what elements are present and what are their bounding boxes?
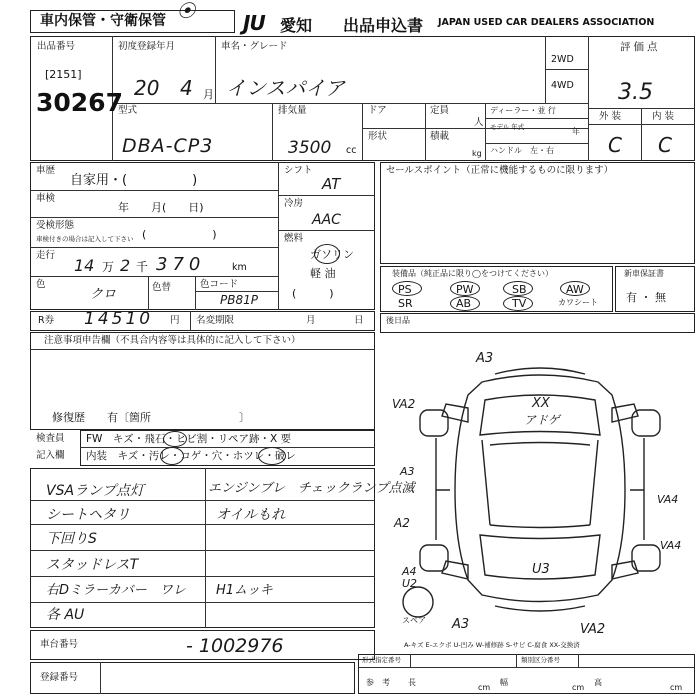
chassis-value: - 1002976: [186, 635, 284, 657]
diagram-mark-va2-left: VA2: [392, 397, 416, 411]
diagram-mark-adge: アドゲ: [524, 413, 560, 427]
form-title: 出品申込書: [343, 16, 424, 35]
equipment-ps: PS: [398, 283, 412, 296]
displacement-unit: cc: [346, 145, 357, 156]
after-item-label: 後日品: [386, 316, 410, 325]
registration-year: 20: [134, 76, 160, 100]
model-value: DBA-CP3: [122, 135, 214, 157]
fuel-gasoline: ガソリン: [310, 248, 354, 261]
shift-label: シフト: [284, 165, 313, 176]
equipment-ab-circle: [450, 296, 480, 311]
diagram-mark-a3-left: A3: [400, 465, 415, 478]
footer-ref-label: 参 考: [366, 678, 390, 687]
drive-2wd: 2WD: [551, 54, 574, 65]
color-label: 色: [36, 279, 46, 290]
mileage-man: 14: [74, 256, 95, 275]
org-name: 愛知: [280, 16, 313, 35]
equipment-aw: AW: [566, 283, 584, 296]
mileage-rest: 370: [156, 254, 206, 275]
equipment-ab: AB: [456, 297, 472, 310]
equipment-tv: TV: [512, 297, 527, 310]
shape-label: 形状: [368, 131, 388, 142]
diagram-mark-va4-right: VA4: [657, 493, 679, 506]
displacement-label: 排気量: [278, 105, 307, 116]
diagram-spare-label: スペア: [402, 616, 426, 625]
footer-width-label: 幅: [500, 678, 508, 687]
remark-line-3: シートヘタリ: [46, 507, 130, 523]
capacity-unit: 人: [474, 117, 484, 128]
rating-exterior-label: 外 装: [599, 111, 622, 122]
remark-line-2: エンジンブレ チェックランプ点滅: [208, 481, 415, 496]
shift-value: AT: [322, 175, 341, 193]
rating-interior-label: 内 装: [652, 111, 675, 122]
association-name: JAPAN USED CAR DEALERS ASSOCIATION: [438, 17, 655, 28]
lot-label: 出品番号: [37, 41, 76, 52]
diagram-mark-u3: U3: [532, 562, 550, 577]
mileage-sen-unit: 千: [136, 260, 149, 274]
interior-soil-circle: [160, 447, 184, 465]
diagram-mark-u2: U2: [402, 577, 418, 590]
diagram-mark-va2-bottom: VA2: [580, 622, 606, 637]
footer-type-label: 類別区分番号: [521, 656, 560, 664]
footer-height-unit: cm: [670, 683, 683, 692]
capacity-label: 定員: [430, 105, 450, 116]
equipment-sb-circle: [503, 281, 533, 296]
name-change-day: 日: [354, 315, 364, 326]
diagram-mark-xx: XX: [532, 396, 550, 411]
registration-month-unit: 月: [203, 88, 214, 101]
dealer-handle: ハンドル 左・右: [490, 146, 554, 155]
storage-handwritten-mark: ⦿: [177, 1, 195, 22]
registration-label: 初度登録年月: [118, 41, 176, 52]
remark-line-1: VSAランプ点灯: [46, 483, 145, 499]
equipment-leather-seat: カワシート: [558, 298, 598, 307]
lot-sub-number: [2151]: [45, 68, 82, 81]
remark-line-7: 右Dミラーカバー ワレ: [46, 583, 186, 598]
sales-points-label: セールスポイント（正常に機能するものに限ります）: [386, 165, 614, 176]
car-name-label: 車名・グレード: [221, 41, 288, 52]
warranty-label: 新車保証書: [624, 269, 664, 278]
fw-chip-circle: [163, 431, 187, 447]
dealer-model-year: モデル 年式: [490, 123, 525, 131]
doors-label: ドア: [368, 105, 387, 116]
footer-length-unit: cm: [478, 683, 491, 692]
mileage-man-unit: 万: [102, 260, 115, 274]
ac-label: 冷房: [284, 198, 304, 209]
receipt-value: ( ): [142, 228, 217, 241]
equipment-pw-circle: [450, 281, 480, 296]
equipment-label: 装備品（純正品に限り◯をつけてください）: [392, 269, 553, 278]
recycle-unit: 円: [170, 315, 180, 326]
chassis-label: 車台番号: [40, 639, 79, 650]
car-damage-diagram: [390, 340, 690, 645]
fuel-gasoline-circle: [314, 244, 340, 264]
shaken-value: 年 月( 日): [118, 201, 204, 214]
entry-label: 記入欄: [36, 450, 65, 461]
name-change-label: 名変期限: [196, 315, 235, 326]
sales-points-box: [380, 162, 695, 264]
rating-label: 評価点: [620, 41, 661, 53]
dealer-label: ディーラー・並 行: [490, 106, 556, 115]
remark-line-4: オイルもれ: [216, 507, 286, 523]
name-change-month: 月: [306, 315, 316, 326]
mileage-label: 走行: [36, 250, 56, 261]
drive-4wd: 4WD: [551, 80, 574, 91]
warranty-value: 有 ・ 無: [626, 291, 666, 304]
footer-length-label: 長: [408, 678, 416, 687]
load-label: 積載: [430, 131, 450, 142]
history-label: 車歴: [36, 165, 56, 176]
remark-line-8: H1ムッキ: [216, 583, 273, 598]
inspector-label: 検査員: [36, 433, 65, 444]
diagram-mark-a2-left: A2: [394, 516, 410, 530]
interior-fray-circle: [258, 447, 286, 465]
remark-line-6: スタッドレスT: [46, 557, 139, 573]
fuel-label: 燃料: [284, 233, 304, 244]
plate-label: 登録番号: [40, 672, 79, 683]
color-value: クロ: [90, 287, 117, 302]
repair-history: 修復歴 有〔箇所 〕: [52, 411, 250, 424]
footer-form-label: 形式指定番号: [362, 656, 401, 664]
equipment-aw-circle: [560, 281, 590, 296]
ac-value: AAC: [312, 212, 341, 228]
equipment-sr: SR: [398, 297, 413, 310]
color-change-label: 色替: [152, 282, 172, 293]
registration-month: 4: [180, 76, 193, 100]
colorcode-value: PB81P: [220, 293, 258, 307]
diagram-mark-a3-top: A3: [476, 351, 494, 366]
equipment-ps-circle: [392, 281, 422, 296]
diagram-mark-a3-bottom: A3: [452, 617, 470, 632]
colorcode-label: 色コード: [200, 279, 239, 290]
displacement-value: 3500: [288, 138, 332, 158]
footer-height-label: 高: [594, 678, 602, 687]
shaken-label: 車検: [36, 193, 56, 204]
dealer-year-unit: 年: [572, 127, 580, 136]
interior-line: 内装 キズ・汚レ・コゲ・穴・ホツレ・破レ: [86, 450, 296, 462]
equipment-tv-circle: [503, 296, 533, 311]
recycle-label: R券: [38, 315, 55, 326]
mileage-unit: km: [232, 262, 247, 273]
rating-score: 3.5: [618, 80, 653, 105]
receipt-label: 受検形態: [36, 220, 75, 231]
diagram-mark-va4-right-2: VA4: [660, 539, 682, 552]
fuel-other: ( ): [292, 287, 334, 300]
notes-label: 注意事項申告欄（不具合内容等は具体的に記入して下さい）: [44, 335, 301, 346]
load-unit: kg: [472, 149, 482, 158]
plate-row: [30, 662, 355, 694]
mileage-sen: 2: [120, 256, 131, 275]
fw-line: FW キズ・飛石・ヒビ割・リペア跡・X 要: [86, 433, 292, 445]
history-value: 自家用・( ): [70, 173, 198, 188]
rating-interior: C: [658, 133, 672, 157]
storage-label: 車内保管・守衛保管: [40, 13, 166, 29]
ju-logo: JU: [243, 11, 265, 35]
recycle-value: 14510: [84, 309, 154, 329]
lot-number: 30267: [36, 88, 123, 117]
after-item-box: [380, 313, 695, 333]
diagram-mark-a4: A4: [402, 565, 417, 578]
receipt-note: 車検付きの場合は記入して下さい: [36, 235, 134, 243]
car-name-value: インスパイア: [226, 76, 345, 100]
equipment-sb: SB: [512, 283, 527, 296]
remark-line-5: 下回りS: [46, 531, 97, 547]
remark-line-9: 各 AU: [46, 607, 85, 623]
equipment-pw: PW: [456, 283, 474, 296]
fuel-diesel: 軽 油: [310, 267, 336, 280]
footer-width-unit: cm: [572, 683, 585, 692]
diagram-legend: A-キズ E-エクボ U-凹み W-補修跡 S-サビ C-腐食 XX-交換済: [404, 641, 580, 649]
model-label: 型式: [118, 105, 138, 116]
rating-exterior: C: [608, 133, 622, 157]
